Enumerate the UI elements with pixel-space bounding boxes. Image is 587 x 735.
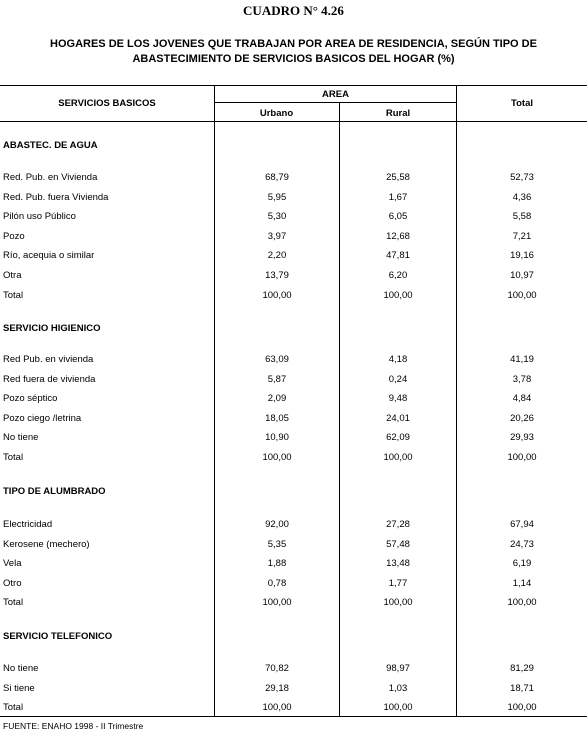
row-label: Vela bbox=[3, 558, 22, 569]
row-label: Total bbox=[3, 452, 24, 463]
cell-total: 100,00 bbox=[507, 452, 537, 463]
area-underline bbox=[214, 102, 457, 103]
cell-rural: 98,97 bbox=[386, 663, 410, 674]
cell-total: 18,71 bbox=[510, 683, 534, 694]
subtitle-line-2: ABASTECIMIENTO DE SERVICIOS BASICOS DEL HOGAR (%) bbox=[132, 53, 455, 65]
cell-total: 52,73 bbox=[510, 172, 534, 183]
cell-total: 29,93 bbox=[510, 432, 534, 443]
cell-urbano: 100,00 bbox=[262, 702, 292, 713]
row-label: Total bbox=[3, 290, 24, 301]
cell-rural: 62,09 bbox=[386, 432, 410, 443]
table-row bbox=[0, 557, 587, 571]
cell-total: 6,19 bbox=[512, 558, 532, 569]
table-row bbox=[0, 701, 587, 715]
table-row bbox=[0, 682, 587, 696]
cell-total: 100,00 bbox=[507, 597, 537, 608]
cell-rural: 100,00 bbox=[383, 452, 413, 463]
table-row bbox=[0, 662, 587, 676]
cell-total: 5,58 bbox=[512, 211, 532, 222]
table-row bbox=[0, 171, 587, 185]
cell-total: 20,26 bbox=[510, 413, 534, 424]
source-note: FUENTE: ENAHO 1998 - II Trimestre bbox=[3, 721, 144, 731]
cell-rural: 4,18 bbox=[388, 354, 408, 365]
row-label: Pozo ciego /letrina bbox=[3, 413, 82, 424]
subtitle-line-1: HOGARES DE LOS JOVENES QUE TRABAJAN POR AREA DE RESIDENCIA, SEGÚN TIPO DE bbox=[50, 38, 537, 50]
row-label: Otro bbox=[3, 578, 22, 589]
cell-total: 4,36 bbox=[512, 192, 532, 203]
row-label: Pozo séptico bbox=[3, 393, 58, 404]
cell-rural: 100,00 bbox=[383, 702, 413, 713]
cell-urbano: 29,18 bbox=[265, 683, 289, 694]
table-row bbox=[0, 392, 587, 406]
cell-total: 7,21 bbox=[512, 231, 532, 242]
table-row bbox=[0, 538, 587, 552]
table-row bbox=[0, 431, 587, 445]
row-label: Kerosene (mechero) bbox=[3, 539, 90, 550]
cell-urbano: 70,82 bbox=[265, 663, 289, 674]
cell-total: 24,73 bbox=[510, 539, 534, 550]
row-label: Pozo bbox=[3, 231, 25, 242]
row-label: Si tiene bbox=[3, 683, 35, 694]
section-title: SERVICIO TELEFONICO bbox=[3, 631, 113, 642]
cell-rural: 100,00 bbox=[383, 290, 413, 301]
section-title: SERVICIO HIGIENICO bbox=[3, 323, 101, 334]
cell-total: 41,19 bbox=[510, 354, 534, 365]
table-row bbox=[0, 577, 587, 591]
row-label: Río, acequia o similar bbox=[3, 250, 95, 261]
cell-urbano: 100,00 bbox=[262, 290, 292, 301]
cell-urbano: 5,95 bbox=[267, 192, 287, 203]
cell-rural: 1,77 bbox=[388, 578, 408, 589]
cell-rural: 57,48 bbox=[386, 539, 410, 550]
row-label: Total bbox=[3, 597, 24, 608]
cell-rural: 9,48 bbox=[388, 393, 408, 404]
cell-urbano: 2,09 bbox=[267, 393, 287, 404]
cell-rural: 27,28 bbox=[386, 519, 410, 530]
cell-total: 81,29 bbox=[510, 663, 534, 674]
header-area: AREA bbox=[322, 89, 349, 100]
cell-total: 10,97 bbox=[510, 270, 534, 281]
table-row bbox=[0, 596, 587, 610]
cell-rural: 12,68 bbox=[386, 231, 410, 242]
cell-rural: 100,00 bbox=[383, 597, 413, 608]
cell-urbano: 5,35 bbox=[267, 539, 287, 550]
row-label: Otra bbox=[3, 270, 22, 281]
row-label: Red fuera de vivienda bbox=[3, 374, 96, 385]
table-row bbox=[0, 451, 587, 465]
header-rural: Rural bbox=[385, 108, 411, 119]
table-row bbox=[0, 373, 587, 387]
cell-rural: 13,48 bbox=[386, 558, 410, 569]
row-label: Red. Pub. fuera Vivienda bbox=[3, 192, 109, 203]
cell-rural: 6,20 bbox=[388, 270, 408, 281]
cell-total: 1,14 bbox=[512, 578, 532, 589]
cell-urbano: 2,20 bbox=[267, 250, 287, 261]
cell-rural: 1,03 bbox=[388, 683, 408, 694]
cell-total: 4,84 bbox=[512, 393, 532, 404]
cell-urbano: 13,79 bbox=[265, 270, 289, 281]
cell-urbano: 1,88 bbox=[267, 558, 287, 569]
cell-urbano: 5,30 bbox=[267, 211, 287, 222]
cell-urbano: 100,00 bbox=[262, 597, 292, 608]
table-row bbox=[0, 353, 587, 367]
row-label: Pilón uso Público bbox=[3, 211, 76, 222]
header-total: Total bbox=[511, 98, 533, 109]
cell-total: 19,16 bbox=[510, 250, 534, 261]
cell-total: 100,00 bbox=[507, 702, 537, 713]
cell-total: 100,00 bbox=[507, 290, 537, 301]
section-title: TIPO DE ALUMBRADO bbox=[3, 486, 106, 497]
data-table bbox=[0, 85, 587, 717]
cell-rural: 0,24 bbox=[388, 374, 408, 385]
section-title: ABASTEC. DE AGUA bbox=[3, 140, 98, 151]
cell-urbano: 92,00 bbox=[265, 519, 289, 530]
row-label: Electricidad bbox=[3, 519, 53, 530]
table-row bbox=[0, 249, 587, 263]
table-row bbox=[0, 269, 587, 283]
table-row bbox=[0, 412, 587, 426]
cell-rural: 1,67 bbox=[388, 192, 408, 203]
cell-urbano: 63,09 bbox=[265, 354, 289, 365]
table-row bbox=[0, 230, 587, 244]
cell-urbano: 100,00 bbox=[262, 452, 292, 463]
cell-urbano: 5,87 bbox=[267, 374, 287, 385]
row-label: No tiene bbox=[3, 663, 39, 674]
row-label: Total bbox=[3, 702, 24, 713]
header-urbano: Urbano bbox=[259, 108, 294, 119]
table-row bbox=[0, 289, 587, 303]
row-label: No tiene bbox=[3, 432, 39, 443]
table-row bbox=[0, 210, 587, 224]
row-label: Red. Pub. en Vivienda bbox=[3, 172, 98, 183]
table-subtitle bbox=[0, 37, 587, 67]
cell-rural: 25,58 bbox=[386, 172, 410, 183]
header-services: SERVICIOS BASICOS bbox=[58, 98, 156, 109]
cell-urbano: 18,05 bbox=[265, 413, 289, 424]
cell-total: 3,78 bbox=[512, 374, 532, 385]
cell-urbano: 0,78 bbox=[267, 578, 287, 589]
table-title: CUADRO N° 4.26 bbox=[243, 3, 344, 18]
cell-rural: 6,05 bbox=[388, 211, 408, 222]
header-bottom-line bbox=[0, 121, 587, 122]
cell-urbano: 68,79 bbox=[265, 172, 289, 183]
cell-rural: 24,01 bbox=[386, 413, 410, 424]
cell-urbano: 3,97 bbox=[267, 231, 287, 242]
cell-total: 67,94 bbox=[510, 519, 534, 530]
table-row bbox=[0, 518, 587, 532]
cell-urbano: 10,90 bbox=[265, 432, 289, 443]
cell-rural: 47,81 bbox=[386, 250, 410, 261]
table-row bbox=[0, 191, 587, 205]
row-label: Red Pub. en vivienda bbox=[3, 354, 94, 365]
